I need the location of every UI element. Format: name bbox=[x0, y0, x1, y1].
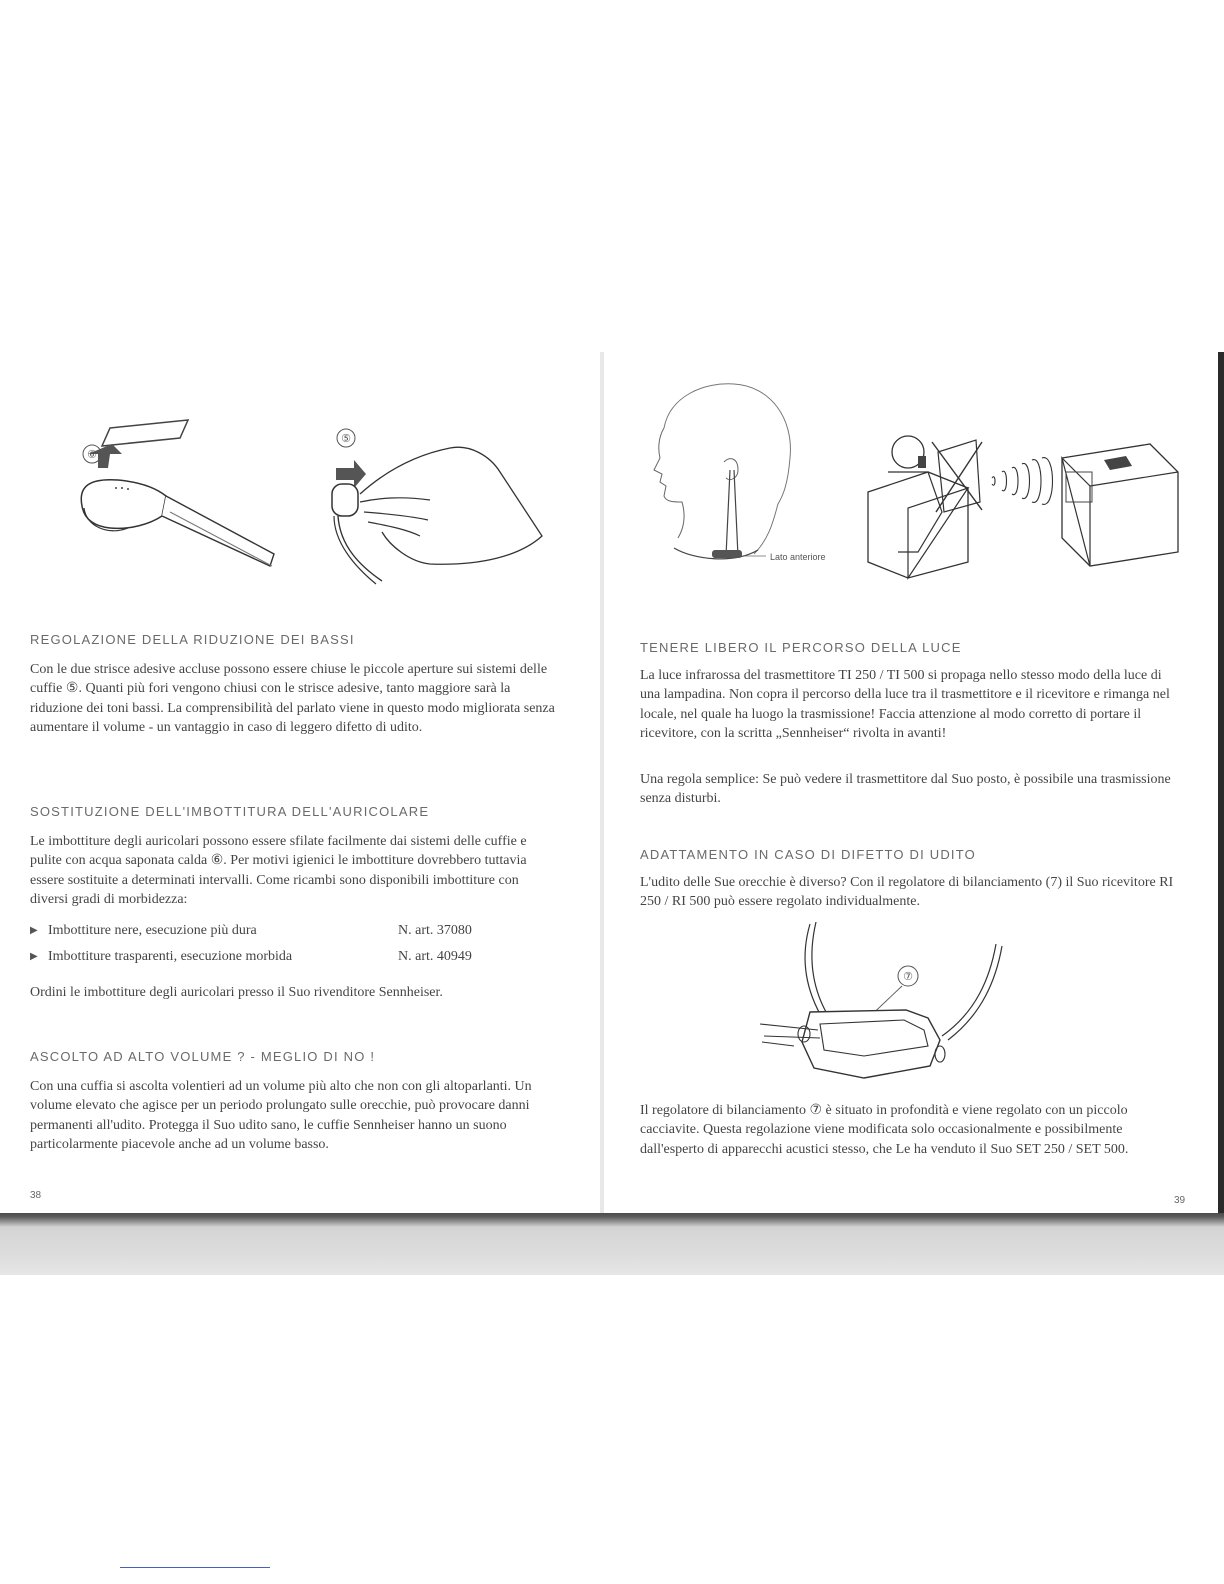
bullet-triangle-icon: ▶ bbox=[30, 925, 38, 936]
cushion-item-label: Imbottiture nere, esecuzione più dura bbox=[48, 923, 257, 938]
cushion-item-code: N. art. 40949 bbox=[398, 949, 472, 964]
section-title-cushion-replacement: SOSTITUZIONE DELL'IMBOTTITURA DELL'AURICOLARE bbox=[30, 804, 430, 819]
head-with-receiver-illustration bbox=[634, 378, 874, 578]
scan-bottom-shadow bbox=[0, 1213, 1224, 1275]
armchair-transmitter-illustration bbox=[858, 412, 1198, 582]
cushion-item-code: N. art. 37080 bbox=[398, 923, 472, 938]
section-title-bass-reduction: REGOLAZIONE DELLA RIDUZIONE DEI BASSI bbox=[30, 632, 355, 647]
page-number-left: 38 bbox=[30, 1190, 42, 1201]
bullet-triangle-icon: ▶ bbox=[30, 951, 38, 962]
balance-regulator-text: Il regolatore di bilanciamento ⑦ è situato in profondità e viene regolato con un piccolo cacciavite. Questa regolazione viene modificata solo occasionalmente e possibilmente dall'esperto di apparecchi acustici stesso, che Le ha venduto il Suo SET 250 / SET 500. bbox=[640, 1103, 1129, 1157]
cushion-item-transparent bbox=[30, 949, 510, 965]
section-title-light-path: TENERE LIBERO IL PERCORSO DELLA LUCE bbox=[640, 640, 962, 655]
section-title-hearing-adjustment: ADATTAMENTO IN CASO DI DIFETTO DI UDITO bbox=[640, 847, 976, 862]
scan-edge-shadow bbox=[1218, 352, 1224, 1227]
earpiece-adhesive-illustration bbox=[70, 416, 290, 591]
order-note: Ordini le imbottiture degli auricolari presso il Suo rivenditore Sennheiser. bbox=[30, 985, 443, 1000]
page-number-right: 39 bbox=[1174, 1195, 1186, 1206]
cushion-item-black bbox=[30, 923, 510, 939]
balance-regulator-illustration bbox=[754, 918, 1014, 1088]
cushion-item-label: Imbottiture trasparenti, esecuzione morbida bbox=[48, 949, 293, 964]
bass-reduction-text: Con le due strisce adesive accluse possono essere chiuse le piccole aperture sui sistemi delle cuffie ⑤. Quanti più fori vengono chiusi con le strisce adesive, tanto maggiore sarà la riduzione dei toni bassi. La comprensibilità del parlato viene in questo modo migliorata senza aumentare il volume - un vantaggio in caso di leggero difetto di udito. bbox=[30, 662, 555, 736]
figure-callout-5: ⑤ bbox=[341, 433, 351, 445]
hearing-adjustment-text: L'udito delle Sue orecchie è diverso? Con il regolatore di bilanciamento (7) il Suo ricevitore RI 250 / RI 500 può essere regolato individualmente. bbox=[640, 875, 1174, 910]
bottom-rule bbox=[120, 1567, 270, 1568]
figure-callout-7: ⑦ bbox=[903, 971, 913, 983]
cushion-replacement-text: Le imbottiture degli auricolari possono essere sfilate facilmente dai sistemi delle cuffie e pulite con acqua saponata calda ⑥. Per motivi igienici le imbottiture dovrebbero tuttavia essere sostituite a determinati intervalli. Come ricambi sono disponibili imbottiture con diversi gradi di morbidezza: bbox=[30, 834, 527, 908]
light-path-text: La luce infrarossa del trasmettitore TI 250 / TI 500 si propaga nello stesso modo della luce di una lampadina. Non copra il percorso della luce tra il trasmettitore e il ricevitore e rimanga nel locale, nel quale ha luogo la trasmissione! Faccia attenzione al modo corretto di portare il ricevitore, con la scritta „Sennheiser“ rivolta in avanti! bbox=[640, 668, 1170, 742]
ear-cushion-hand-illustration bbox=[320, 416, 580, 591]
page-fold bbox=[600, 352, 604, 1227]
loud-volume-text: Con una cuffia si ascolta volentieri ad un volume più alto che non con gli altoparlanti. Un volume elevato che agisce per un periodo prolungato sulle orecchie, può provocare danni permanenti all'udito. Protegga il Suo udito sano, le cuffie Sennheiser hanno un suono particolarmente piacevole anche ad un volume basso. bbox=[30, 1079, 532, 1153]
figure-label-front-side: Lato anteriore bbox=[770, 552, 826, 562]
light-path-rule: Una regola semplice: Se può vedere il trasmettitore dal Suo posto, è possibile una trasmissione senza disturbi. bbox=[640, 772, 1171, 807]
figure-callout-6: ⑥ bbox=[87, 449, 97, 461]
manual-spread bbox=[0, 352, 1224, 1227]
section-title-loud-volume: ASCOLTO AD ALTO VOLUME ? - MEGLIO DI NO ! bbox=[30, 1049, 376, 1064]
